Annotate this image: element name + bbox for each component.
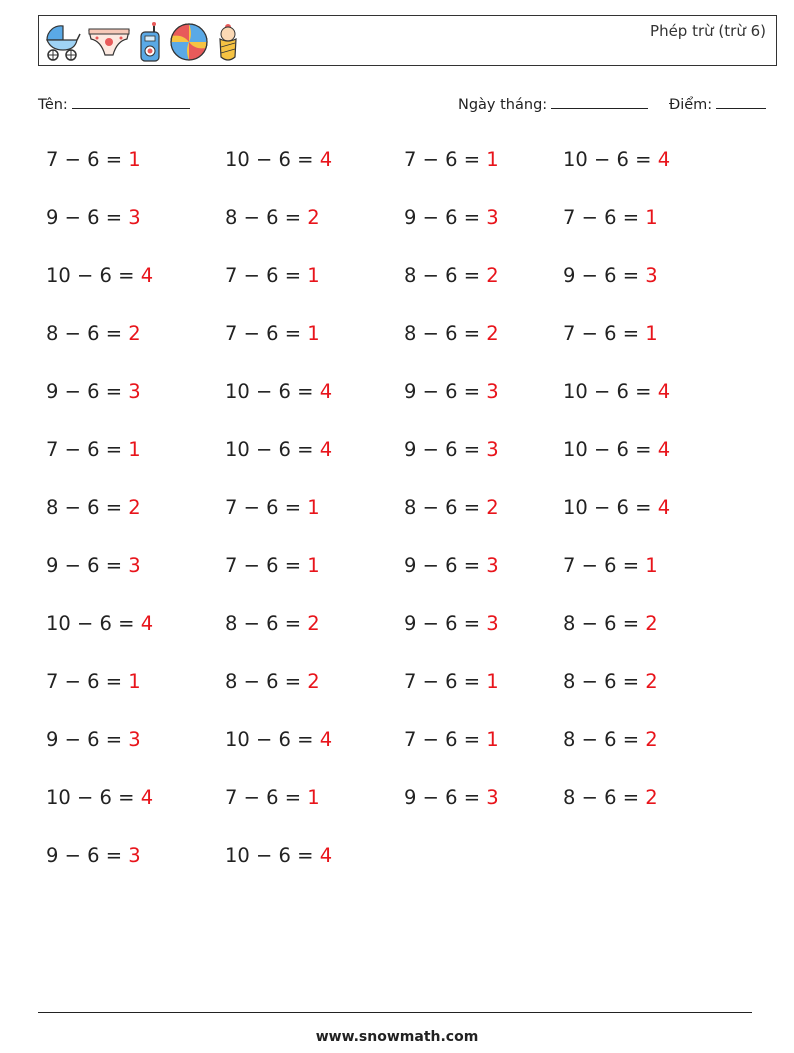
problem-answer: 2 bbox=[128, 496, 141, 519]
problem-answer: 2 bbox=[486, 496, 499, 519]
problem-expression: 10 − 6 = bbox=[46, 264, 141, 287]
name-label: Tên: bbox=[38, 97, 68, 113]
beach-ball-icon bbox=[169, 22, 209, 62]
problem-answer: 3 bbox=[128, 380, 141, 403]
problem-item bbox=[404, 612, 499, 635]
problem-answer: 1 bbox=[307, 264, 320, 287]
problem-answer: 4 bbox=[657, 438, 671, 461]
problem-answer: 4 bbox=[319, 844, 333, 867]
problem-answer: 1 bbox=[486, 728, 499, 751]
problem-expression: 10 − 6 = bbox=[225, 148, 320, 171]
problem-item bbox=[225, 670, 320, 693]
problem-answer: 4 bbox=[657, 496, 671, 519]
problem-expression: 8 − 6 = bbox=[404, 322, 487, 345]
problem-answer: 2 bbox=[645, 612, 658, 635]
problem-item bbox=[225, 438, 332, 461]
problem-item bbox=[46, 554, 141, 577]
problem-expression: 9 − 6 = bbox=[404, 554, 487, 577]
problem-answer: 4 bbox=[319, 728, 333, 751]
problem-expression: 7 − 6 = bbox=[46, 148, 129, 171]
problem-answer: 1 bbox=[307, 496, 320, 519]
problem-item bbox=[563, 206, 658, 229]
problem-answer: 3 bbox=[128, 554, 141, 577]
problem-item bbox=[563, 438, 670, 461]
problem-expression: 8 − 6 = bbox=[563, 612, 646, 635]
problem-answer: 3 bbox=[645, 264, 658, 287]
problem-item bbox=[225, 322, 320, 345]
problem-expression: 8 − 6 = bbox=[225, 206, 308, 229]
problem-answer: 2 bbox=[486, 322, 499, 345]
problem-expression: 9 − 6 = bbox=[46, 728, 129, 751]
name-blank[interactable] bbox=[72, 94, 190, 109]
problem-item bbox=[563, 148, 670, 171]
problem-item bbox=[225, 206, 320, 229]
problem-answer: 1 bbox=[486, 670, 499, 693]
problem-answer: 2 bbox=[128, 322, 141, 345]
problem-expression: 8 − 6 = bbox=[225, 612, 308, 635]
problem-item bbox=[563, 496, 670, 519]
problem-expression: 9 − 6 = bbox=[563, 264, 646, 287]
problem-item bbox=[404, 438, 499, 461]
footer-url: www.snowmath.com bbox=[315, 1029, 479, 1045]
name-field bbox=[38, 94, 190, 113]
problem-item bbox=[404, 380, 499, 403]
problem-answer: 2 bbox=[486, 264, 499, 287]
problem-answer: 4 bbox=[657, 380, 671, 403]
problem-answer: 4 bbox=[319, 380, 333, 403]
problem-item bbox=[46, 728, 141, 751]
problem-answer: 3 bbox=[486, 438, 499, 461]
problem-item bbox=[563, 612, 658, 635]
problem-answer: 2 bbox=[645, 670, 658, 693]
problem-expression: 7 − 6 = bbox=[46, 438, 129, 461]
problem-item bbox=[563, 554, 658, 577]
problem-answer: 2 bbox=[307, 612, 320, 635]
problem-item bbox=[225, 380, 332, 403]
problem-answer: 4 bbox=[140, 786, 154, 809]
date-field bbox=[458, 94, 648, 113]
date-label: Ngày tháng: bbox=[458, 97, 548, 113]
problem-answer: 3 bbox=[128, 206, 141, 229]
score-field bbox=[669, 94, 766, 113]
problem-expression: 8 − 6 = bbox=[404, 264, 487, 287]
problem-expression: 9 − 6 = bbox=[404, 612, 487, 635]
problem-item bbox=[46, 496, 141, 519]
problem-item bbox=[225, 612, 320, 635]
problem-item bbox=[46, 844, 141, 867]
footer-divider bbox=[38, 1012, 752, 1013]
problem-answer: 3 bbox=[486, 786, 499, 809]
problem-item bbox=[46, 206, 141, 229]
problem-answer: 1 bbox=[645, 206, 658, 229]
problem-expression: 9 − 6 = bbox=[404, 380, 487, 403]
problem-item bbox=[404, 496, 499, 519]
problem-item bbox=[46, 438, 141, 461]
problem-expression: 7 − 6 = bbox=[563, 554, 646, 577]
problem-item bbox=[563, 728, 658, 751]
problem-expression: 7 − 6 = bbox=[404, 670, 487, 693]
problem-expression: 9 − 6 = bbox=[404, 438, 487, 461]
problem-item bbox=[46, 786, 153, 809]
problem-expression: 10 − 6 = bbox=[225, 844, 320, 867]
problem-expression: 8 − 6 = bbox=[563, 786, 646, 809]
problem-expression: 10 − 6 = bbox=[46, 612, 141, 635]
problem-item bbox=[563, 670, 658, 693]
date-blank[interactable] bbox=[551, 94, 648, 109]
problem-answer: 2 bbox=[645, 786, 658, 809]
problem-item bbox=[225, 496, 320, 519]
problem-item bbox=[404, 670, 499, 693]
problem-answer: 4 bbox=[319, 438, 333, 461]
problem-item bbox=[46, 322, 141, 345]
problem-expression: 7 − 6 = bbox=[225, 322, 308, 345]
score-label: Điểm: bbox=[669, 97, 713, 113]
problem-expression: 8 − 6 = bbox=[563, 670, 646, 693]
problem-item bbox=[46, 264, 153, 287]
problem-expression: 8 − 6 = bbox=[225, 670, 308, 693]
problem-item bbox=[225, 148, 332, 171]
diaper-icon bbox=[87, 25, 131, 59]
problem-item bbox=[225, 786, 320, 809]
problem-expression: 10 − 6 = bbox=[563, 438, 658, 461]
problem-item bbox=[225, 554, 320, 577]
problem-answer: 2 bbox=[645, 728, 658, 751]
problem-expression: 9 − 6 = bbox=[46, 206, 129, 229]
problem-expression: 10 − 6 = bbox=[46, 786, 141, 809]
problem-item bbox=[563, 380, 670, 403]
problem-expression: 8 − 6 = bbox=[404, 496, 487, 519]
problem-item bbox=[46, 148, 141, 171]
problem-expression: 7 − 6 = bbox=[225, 554, 308, 577]
problem-expression: 10 − 6 = bbox=[563, 496, 658, 519]
stroller-icon bbox=[43, 22, 81, 62]
problem-answer: 2 bbox=[307, 206, 320, 229]
problem-item bbox=[46, 612, 153, 635]
problem-answer: 1 bbox=[486, 148, 499, 171]
problem-answer: 4 bbox=[140, 264, 154, 287]
problem-expression: 10 − 6 = bbox=[563, 148, 658, 171]
problem-expression: 7 − 6 = bbox=[563, 206, 646, 229]
problem-item bbox=[404, 786, 499, 809]
problem-answer: 4 bbox=[140, 612, 154, 635]
problem-item bbox=[404, 322, 499, 345]
problem-answer: 1 bbox=[307, 322, 320, 345]
worksheet-header bbox=[38, 15, 777, 66]
problem-answer: 1 bbox=[128, 670, 141, 693]
problem-answer: 2 bbox=[307, 670, 320, 693]
problem-item bbox=[404, 148, 499, 171]
problem-answer: 1 bbox=[645, 554, 658, 577]
problem-expression: 8 − 6 = bbox=[46, 322, 129, 345]
problem-item bbox=[404, 554, 499, 577]
problem-expression: 7 − 6 = bbox=[563, 322, 646, 345]
problem-answer: 3 bbox=[128, 728, 141, 751]
problem-answer: 1 bbox=[307, 786, 320, 809]
problem-answer: 4 bbox=[319, 148, 333, 171]
problem-expression: 7 − 6 = bbox=[46, 670, 129, 693]
score-blank[interactable] bbox=[716, 94, 766, 109]
problem-expression: 8 − 6 = bbox=[46, 496, 129, 519]
problem-answer: 1 bbox=[645, 322, 658, 345]
problem-expression: 8 − 6 = bbox=[563, 728, 646, 751]
problem-expression: 9 − 6 = bbox=[46, 844, 129, 867]
problem-expression: 9 − 6 = bbox=[46, 380, 129, 403]
problem-answer: 3 bbox=[486, 206, 499, 229]
problem-answer: 1 bbox=[307, 554, 320, 577]
problem-expression: 7 − 6 = bbox=[404, 148, 487, 171]
problem-expression: 9 − 6 = bbox=[46, 554, 129, 577]
problem-expression: 7 − 6 = bbox=[225, 786, 308, 809]
problem-item bbox=[404, 264, 499, 287]
problem-item bbox=[225, 844, 332, 867]
problem-item bbox=[404, 728, 499, 751]
header-icons bbox=[43, 20, 241, 64]
problem-expression: 9 − 6 = bbox=[404, 206, 487, 229]
problem-expression: 10 − 6 = bbox=[225, 438, 320, 461]
problem-item bbox=[46, 380, 141, 403]
problem-answer: 3 bbox=[486, 554, 499, 577]
problem-item bbox=[404, 206, 499, 229]
problem-expression: 9 − 6 = bbox=[404, 786, 487, 809]
problem-item bbox=[563, 786, 658, 809]
problem-answer: 3 bbox=[486, 380, 499, 403]
baby-monitor-icon bbox=[137, 21, 163, 63]
worksheet-title: Phép trừ (trừ 6) bbox=[650, 22, 766, 40]
problem-expression: 10 − 6 = bbox=[225, 728, 320, 751]
problem-expression: 10 − 6 = bbox=[563, 380, 658, 403]
problem-expression: 7 − 6 = bbox=[225, 264, 308, 287]
swaddled-baby-icon bbox=[215, 21, 241, 63]
problem-item bbox=[46, 670, 141, 693]
problem-item bbox=[563, 264, 658, 287]
problem-answer: 1 bbox=[128, 148, 141, 171]
problem-expression: 7 − 6 = bbox=[225, 496, 308, 519]
problem-item bbox=[225, 728, 332, 751]
problem-answer: 1 bbox=[128, 438, 141, 461]
problem-item bbox=[563, 322, 658, 345]
problem-expression: 10 − 6 = bbox=[225, 380, 320, 403]
problem-answer: 4 bbox=[657, 148, 671, 171]
problem-answer: 3 bbox=[486, 612, 499, 635]
problem-answer: 3 bbox=[128, 844, 141, 867]
problem-expression: 7 − 6 = bbox=[404, 728, 487, 751]
problem-item bbox=[225, 264, 320, 287]
